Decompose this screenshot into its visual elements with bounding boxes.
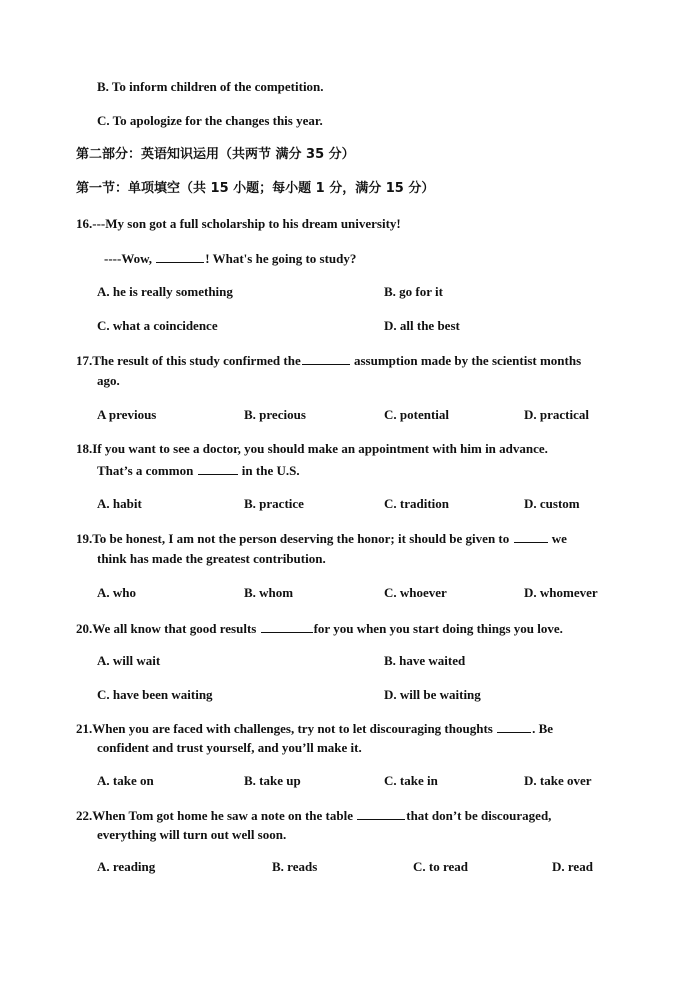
option-c: C. tradition <box>384 496 449 511</box>
question-18-line2 <box>97 462 300 479</box>
option-b: B. have waited <box>384 653 466 668</box>
question-text-pre: That’s a common <box>97 463 197 478</box>
question-text-post: . Be <box>532 721 554 736</box>
option-c: C. whoever <box>384 585 447 600</box>
question-21-line2: confident and trust yourself, and you’ll make it. <box>97 740 362 755</box>
option-b: B. go for it <box>384 284 443 299</box>
option-b: B. practice <box>244 496 304 511</box>
option-c: C. what a coincidence <box>97 318 218 333</box>
question-text-pre: When you are faced with challenges, try not to let discouraging thoughts <box>92 721 497 736</box>
reply-post: ! What's he going to study? <box>205 251 357 266</box>
question-number: 16. <box>76 216 93 231</box>
question-16-reply <box>104 250 356 267</box>
option-b: B. reads <box>272 859 318 874</box>
question-22-line2: everything will turn out well soon. <box>97 827 287 842</box>
answer-blank <box>497 720 531 733</box>
question-text-post: assumption made by the scientist months <box>350 353 582 368</box>
option-a: A. reading <box>97 859 156 874</box>
answer-blank <box>198 462 238 475</box>
option-b: B. precious <box>244 407 306 422</box>
question-number: 17. <box>76 353 93 368</box>
question-text-pre: The result of this study confirmed the <box>92 353 301 368</box>
option-d: D. will be waiting <box>384 687 481 702</box>
option-d: D. take over <box>524 773 592 788</box>
question-text-post: in the U.S. <box>238 463 300 478</box>
question-text-post: that don’t be discouraged, <box>406 808 552 823</box>
answer-blank <box>514 530 548 543</box>
question-number: 22. <box>76 808 93 823</box>
question-19-stem <box>76 530 567 547</box>
question-number: 19. <box>76 531 93 546</box>
question-text-pre: We all know that good results <box>92 621 260 636</box>
question-16-stem <box>76 216 401 232</box>
reply-pre: ----Wow, <box>104 251 156 266</box>
question-17-line2: ago. <box>97 373 120 388</box>
question-text-pre: When Tom got home he saw a note on the table <box>92 808 357 823</box>
option-d: D. custom <box>524 496 580 511</box>
section-title: 第一节：单项填空（共 15 小题；每小题 1 分，满分 15 分） <box>76 181 435 196</box>
option-b: B. whom <box>244 585 294 600</box>
question-number: 20. <box>76 621 93 636</box>
option-c: C. potential <box>384 407 449 422</box>
answer-blank <box>156 250 204 263</box>
option-d: D. practical <box>524 407 589 422</box>
question-18-stem <box>76 441 548 457</box>
option-c: C. have been waiting <box>97 687 213 702</box>
option-a: A. will wait <box>97 653 161 668</box>
option-a: A. habit <box>97 496 142 511</box>
option-b: B. take up <box>244 773 301 788</box>
option-d: D. all the best <box>384 318 460 333</box>
question-number: 21. <box>76 721 93 736</box>
question-text-pre: To be honest, I am not the person deserving the honor; it should be given to <box>92 531 513 546</box>
option-a: A. who <box>97 585 137 600</box>
option-a: A. take on <box>97 773 154 788</box>
answer-blank <box>261 620 313 633</box>
question-17-stem <box>76 352 581 369</box>
option-c: C. to read <box>413 859 469 874</box>
answer-blank <box>302 352 350 365</box>
option-a: A previous <box>97 407 157 422</box>
question-text-post: we <box>548 531 567 546</box>
question-text-post: for you when you start doing things you love. <box>313 621 563 636</box>
part-title: 第二部分：英语知识运用（共两节 满分 35 分） <box>76 147 355 162</box>
question-text: If you want to see a doctor, you should make an appointment with him in advance. <box>92 441 548 456</box>
option-d: D. whomever <box>524 585 598 600</box>
answer-blank <box>357 807 405 820</box>
question-text: ---My son got a full scholarship to his dream university! <box>92 216 401 231</box>
option-c-prev: C. To apologize for the changes this year. <box>97 113 323 128</box>
option-b-prev: B. To inform children of the competition. <box>97 79 324 94</box>
question-19-line2: think has made the greatest contribution. <box>97 551 326 566</box>
question-22-stem <box>76 807 551 824</box>
question-21-stem <box>76 720 553 737</box>
option-d: D. read <box>552 859 593 874</box>
option-a: A. he is really something <box>97 284 233 299</box>
option-c: C. take in <box>384 773 438 788</box>
question-20-stem <box>76 620 563 637</box>
question-number: 18. <box>76 441 93 456</box>
